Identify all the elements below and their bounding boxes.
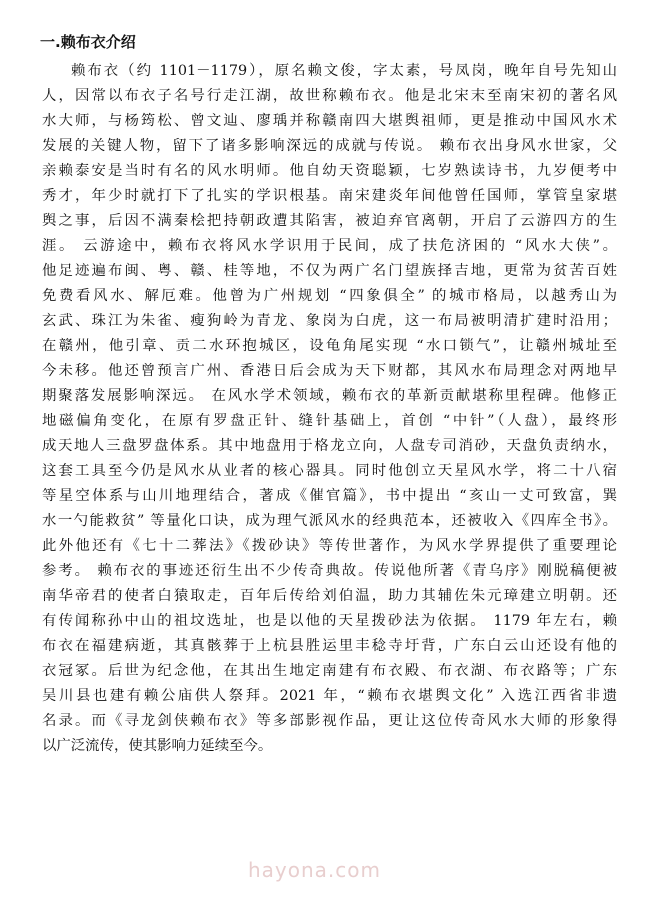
- text-line: 参考。 赖布衣的事迹还衍生出不少传奇典故。传说他所著《青乌序》刚脱稿便被: [42, 563, 617, 579]
- text-line: 玄武、珠江为朱雀、瘦狗岭为青龙、象岗为白虎，这一布局被明清扩建时沿用；: [42, 313, 617, 329]
- text-line: 亲赖泰安是当时有名的风水明师。他自幼天资聪颖，七岁熟读诗书，九岁便考中: [42, 163, 617, 179]
- text-line: 水大师，与杨筠松、曾文辿、廖瑀并称赣南四大堪舆祖师，更是推动中国风水术: [42, 113, 617, 129]
- text-line: 这套工具至今仍是风水从业者的核心器具。同时他创立天星风水学，将二十八宿: [42, 463, 617, 479]
- text-line: 今未移。他还曾预言广州、香港日后会成为天下财都，其风水布局理念对两地早: [42, 363, 617, 379]
- text-line: 南华帝君的使者白猿取走，百年后传给刘伯温，助力其辅佐朱元璋建立明朝。还: [42, 588, 617, 604]
- text-line: 水一勺能救贫” 等量化口诀，成为理气派风水的经典范本，还被收入《四库全书》。: [42, 513, 617, 529]
- text-line: 等星空体系与山川地理结合，著成《催官篇》，书中提出 “亥山一丈可致富，巽: [42, 488, 617, 504]
- text-line: 以广泛流传，使其影响力延续至今。: [42, 738, 273, 754]
- text-line: 期聚落发展影响深远。 在风水学术领域，赖布衣的革新贡献堪称里程碑。他修正: [42, 388, 617, 404]
- text-line: 人，因常以布衣子名号行走江湖，故世称赖布衣。他是北宋末至南宋初的著名风: [42, 88, 617, 104]
- text-line: 赖布衣（约 1101－1179），原名赖文俊，字太素，号凤岗，晚年自号先知山: [71, 63, 617, 79]
- text-line: 在赣州，他引章、贡二水环抱城区，设龟角尾实现 “水口锁气”，让赣州城址至: [42, 338, 617, 354]
- text-line: 涯。 云游途中，赖布衣将风水学识用于民间，成了扶危济困的 “风水大侠”。: [42, 238, 617, 254]
- section-heading: 一.赖布衣介绍: [40, 33, 136, 51]
- body-text: [42, 59, 617, 759]
- watermark: hayona.com: [248, 858, 382, 882]
- text-line: 他足迹遍布闽、粤、赣、桂等地，不仅为两广名门望族择吉地，更常为贫苦百姓: [42, 263, 617, 279]
- text-line: 发展的关键人物，留下了诸多影响深远的成就与传说。 赖布衣出身风水世家，父: [42, 138, 617, 154]
- text-line: 有传闻称孙中山的祖坟选址，也是以他的天星拨砂法为依据。 1179 年左右，赖: [42, 613, 617, 629]
- text-line: 成天地人三盘罗盘体系。其中地盘用于格龙立向，人盘专司消砂，天盘负责纳水，: [42, 438, 617, 454]
- text-line: 布衣在福建病逝，其真骸葬于上杭县胜运里丰稔寺圩背，广东白云山还设有他的: [42, 638, 617, 654]
- text-line: 舆之事，后因不满秦桧把持朝政遭其陷害，被迫弃官离朝，开启了云游四方的生: [42, 213, 617, 229]
- text-line: 名录。而《寻龙剑侠赖布衣》等多部影视作品，更让这位传奇风水大师的形象得: [42, 713, 617, 729]
- text-line: 秀才，年少时就打下了扎实的学识根基。南宋建炎年间他曾任国师，掌管皇家堪: [42, 188, 617, 204]
- text-line: 衣冠冢。后世为纪念他，在其出生地定南建有布衣殿、布衣湖、布衣路等；广东: [42, 663, 617, 679]
- text-line: 此外他还有《七十二葬法》《拨砂诀》等传世著作，为风水学界提供了重要理论: [42, 538, 617, 554]
- text-line: 吴川县也建有赖公庙供人祭拜。2021 年，“赖布衣堪舆文化” 入选江西省非遗: [42, 688, 617, 704]
- text-line: 免费看风水、解厄难。他曾为广州规划 “四象俱全” 的城市格局，以越秀山为: [42, 288, 617, 304]
- text-line: 地磁偏角变化，在原有罗盘正针、缝针基础上，首创 “中针”（人盘），最终形: [42, 413, 617, 429]
